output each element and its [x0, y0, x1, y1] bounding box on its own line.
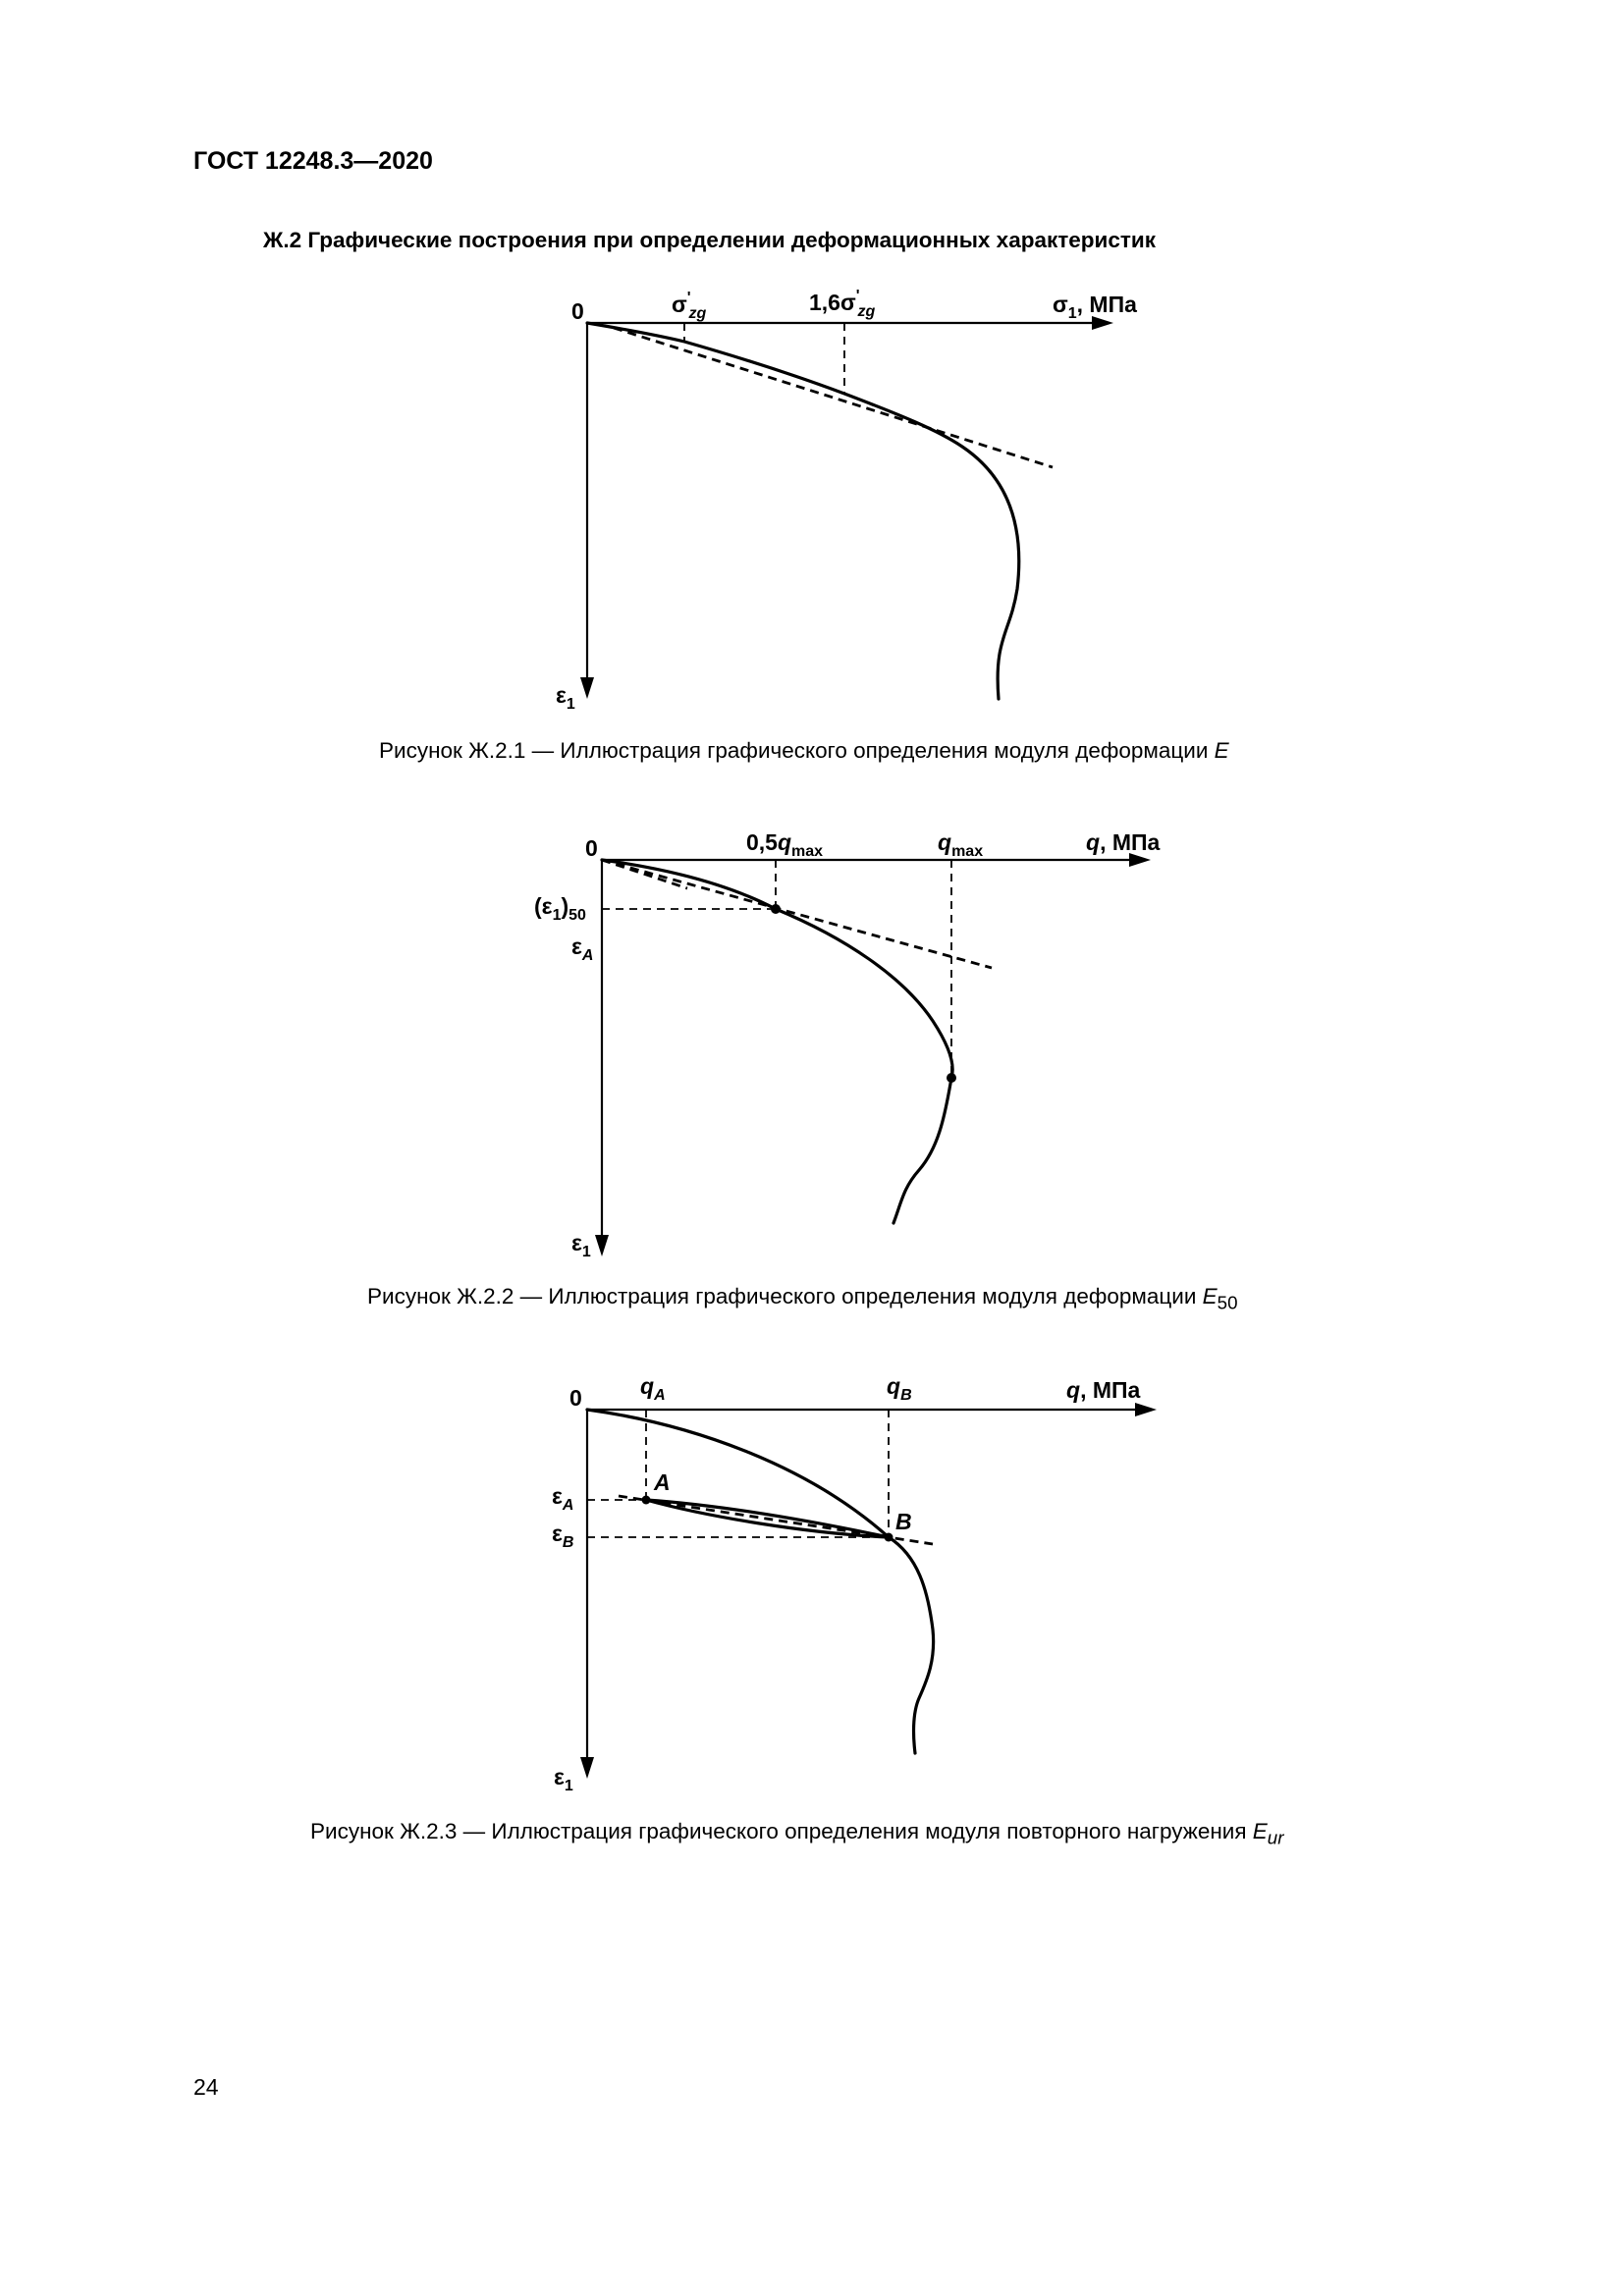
fig2-eps50-label: $(\varepsilon_1)_{50}$	[534, 893, 586, 924]
fig1-x-axis-label: $\sigma_1$, МПа	[1053, 292, 1137, 322]
fig1-x-arrowhead	[1092, 316, 1113, 330]
fig1-compression-curve	[587, 323, 1019, 699]
page-number: 24	[193, 2074, 219, 2100]
fig3-epsB-label: $\varepsilon_B$	[552, 1521, 574, 1551]
figure-3-caption: Рисунок Ж.2.3 — Иллюстрация графического определения модуля повторного нагружения $E_{ur}$	[310, 1819, 1284, 1848]
fig3-origin-label: 0	[569, 1385, 582, 1411]
figure-3-diagram	[0, 1364, 1624, 1794]
fig3-epsA-label: $\varepsilon_A$	[552, 1483, 574, 1514]
fig3-x-axis-label: q, МПа	[1066, 1377, 1141, 1403]
fig3-qA-label: $q_A$	[640, 1373, 666, 1404]
fig1-1-6-sigma-zg-label: 1,6σ' zg	[809, 288, 876, 320]
fig2-point-half-qmax	[771, 904, 781, 914]
fig2-x-arrowhead	[1129, 853, 1151, 867]
fig3-point-B	[885, 1533, 893, 1542]
document-header: ГОСТ 12248.3—2020	[193, 147, 433, 175]
fig2-y-axis-label: $\varepsilon_1$	[571, 1230, 591, 1260]
fig1-tangent-line	[614, 328, 1053, 467]
fig3-x-arrowhead	[1135, 1403, 1157, 1416]
figure-2-caption: Рисунок Ж.2.2 — Иллюстрация графического определения модуля деформации $E_{50}$	[367, 1284, 1238, 1313]
fig2-epsA-label: $\varepsilon_A$	[571, 934, 594, 964]
fig2-point-qmax	[947, 1073, 956, 1083]
figure-1-diagram	[0, 285, 1624, 717]
fig1-y-arrowhead	[580, 677, 594, 699]
fig3-loading-curve	[587, 1410, 934, 1753]
fig3-point-B-label: B	[895, 1509, 912, 1534]
figure-2-diagram	[0, 820, 1624, 1271]
fig2-compression-curve	[602, 860, 952, 1223]
fig1-sigma-zg-label: σ' zg	[672, 290, 707, 322]
fig1-y-axis-label: $\varepsilon_1$	[556, 682, 575, 713]
fig2-secant-line	[602, 860, 992, 968]
fig1-origin-label: 0	[571, 298, 584, 324]
fig2-x-axis-label: q, МПа	[1086, 829, 1161, 855]
fig2-qmax-label: $q_{max}$	[938, 829, 984, 860]
fig3-point-A-label: A	[654, 1469, 671, 1495]
fig3-point-A	[642, 1496, 651, 1505]
fig2-y-arrowhead	[595, 1235, 609, 1256]
fig2-half-qmax-label: $0,5q_{max}$	[746, 829, 824, 860]
fig2-origin-label: 0	[585, 835, 598, 861]
fig3-y-axis-label: $\varepsilon_1$	[554, 1764, 573, 1794]
fig3-y-arrowhead	[580, 1757, 594, 1779]
fig3-qB-label: $q_B$	[887, 1373, 912, 1404]
figure-1-caption: Рисунок Ж.2.1 — Иллюстрация графического определения модуля деформации E	[379, 738, 1229, 763]
section-title: Ж.2 Графические построения при определении деформационных характеристик	[263, 228, 1156, 252]
